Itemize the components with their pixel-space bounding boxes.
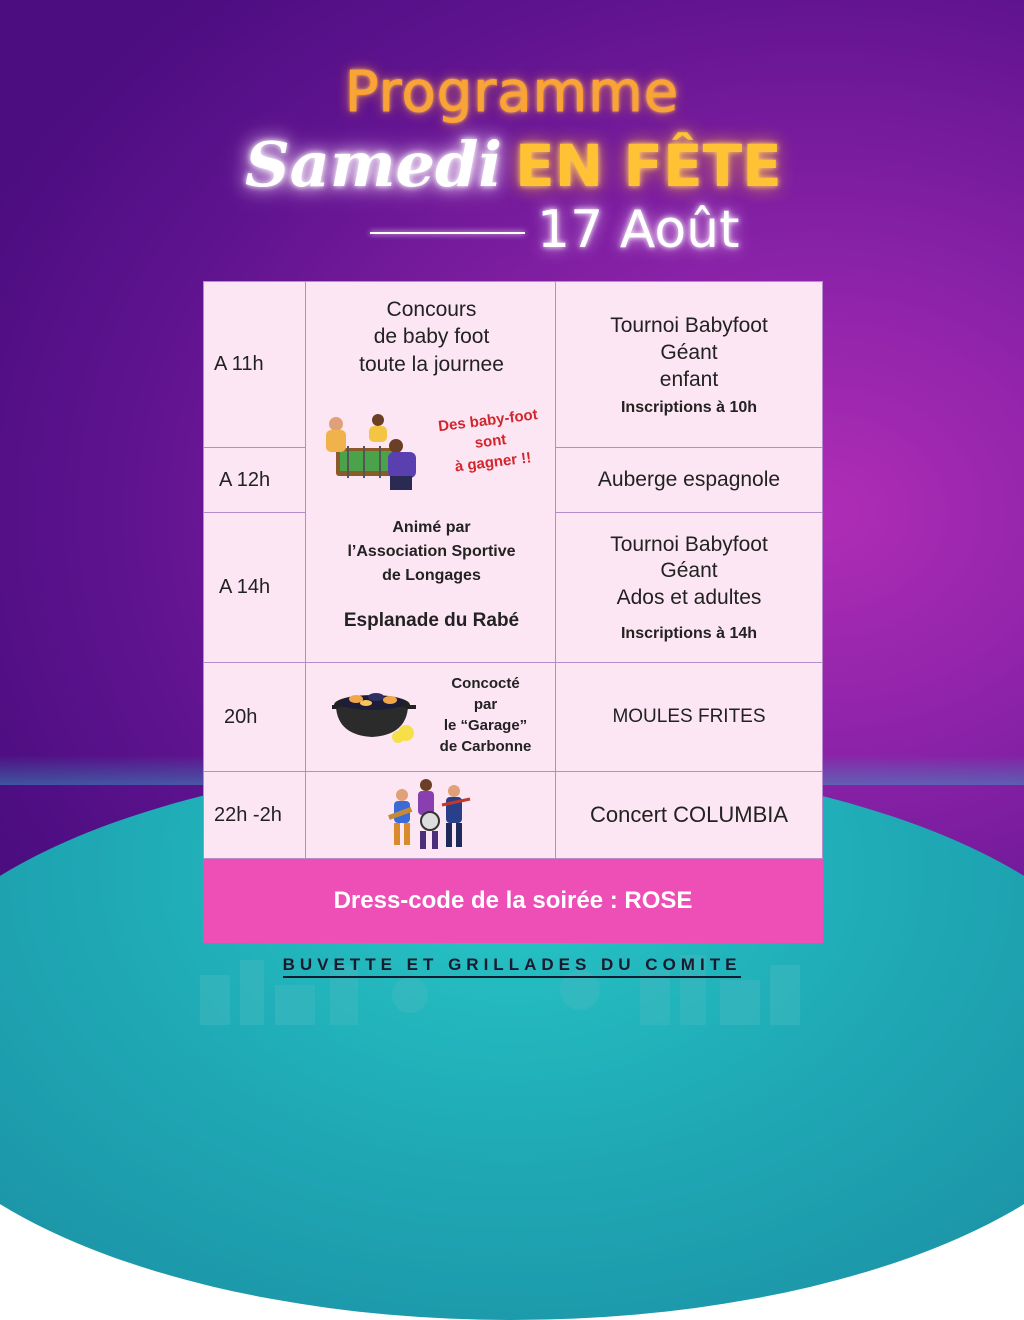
activity-cell (555, 512, 823, 663)
footer-text: BUVETTE ET GRILLADES DU COMITE (283, 955, 742, 978)
time-cell: 22h -2h (203, 771, 306, 859)
activity-text: Tournoi Babyfoot Géant enfant (610, 313, 768, 392)
activity-cell: Concert COLUMBIA (555, 771, 823, 859)
title-programme: Programme (344, 60, 680, 125)
time-cell: 20h (203, 662, 306, 772)
dress-code-banner: Dress-code de la soirée : ROSE (203, 859, 823, 943)
title-samedi: Samedi (245, 128, 502, 201)
time-cell: A 14h (203, 512, 306, 663)
babyfoot-players-illustration (318, 410, 428, 495)
time-cell: A 12h (203, 447, 306, 513)
contest-text: Concours de baby foot toute la journee (359, 298, 504, 376)
time-cell: A 11h (203, 281, 306, 448)
registration-note: Inscriptions à 14h (620, 624, 758, 642)
location-text: Esplanade du Rabé (343, 610, 520, 631)
moules-pot-illustration (332, 687, 420, 747)
activity-cell: Auberge espagnole (555, 447, 823, 513)
activity-cell: MOULES FRITES (555, 662, 823, 772)
activity-text: Tournoi Babyfoot Géant Ados et adultes (610, 533, 768, 609)
date-divider (370, 232, 525, 234)
prize-note: Des baby-foot sont à gagner !! (437, 406, 539, 476)
footer-note (0, 955, 1024, 975)
schedule-table (203, 281, 823, 859)
registration-note: Inscriptions à 10h (620, 399, 758, 417)
animated-by-text: Animé par l’Association Sportive de Longages (347, 519, 516, 584)
city-silhouette (180, 935, 820, 1025)
band-musicians-illustration (386, 777, 476, 853)
activity-cell (555, 281, 823, 448)
cooked-by-text: Concocté par le “Garage” de Carbonne (439, 675, 532, 755)
event-date: 17 Août (537, 200, 740, 260)
babyfoot-contest-cell (305, 281, 556, 663)
concert-cell (305, 771, 556, 859)
moules-cell (305, 662, 556, 772)
title-en-fete: EN FÊTE (515, 132, 782, 200)
